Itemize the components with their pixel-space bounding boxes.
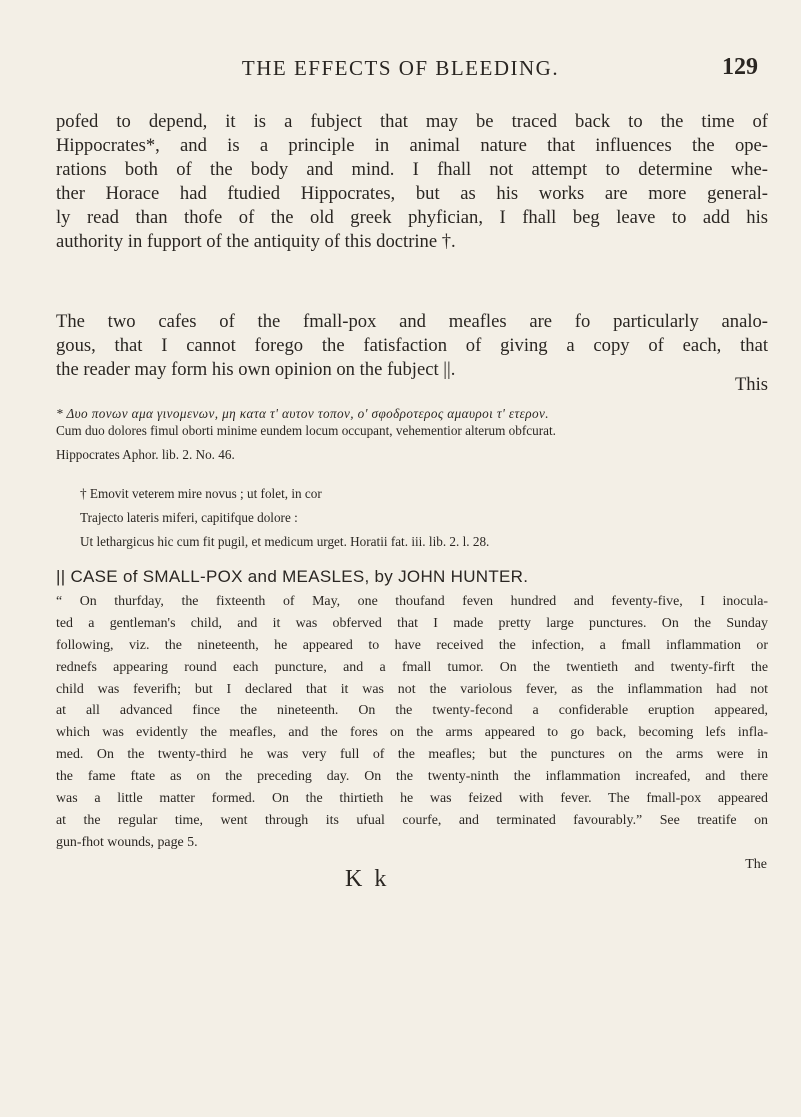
text-line: ly read than thofe of the old greek phyfician, I fhall beg leave to add his (56, 207, 768, 228)
text-line: rations both of the body and mind. I fhall not attempt to determine whe- (56, 159, 768, 180)
case-line: which was evidently the meafles, and the fores on the arms appeared to go back, becoming lefs infla- (56, 725, 768, 741)
verse-line: Ut lethargicus hic cum fit pugil, et medicum urget. Horatii fat. iii. lib. 2. l. 28. (80, 534, 490, 549)
text-line: Hippocrates*, and is a principle in animal nature that influences the ope- (56, 135, 768, 156)
latin-translation: Cum duo dolores fimul oborti minime eundem locum occupant, vehementior alterum obfcurat. (56, 423, 556, 438)
catchword-top: This (734, 374, 768, 395)
case-line: at all advanced fince the nineteenth. On the twenty-fecond a confiderable eruption appeared, (56, 703, 768, 719)
case-line: med. On the twenty-third he was very full of the meafles; but the punctures on the arms were in (56, 747, 768, 763)
case-line: “ On thurfday, the fixteenth of May, one thoufand feven hundred and feventy-five, I inocula- (56, 594, 768, 609)
page-header (0, 52, 801, 92)
catchword-bottom: The (745, 857, 767, 872)
page-number: 129 (722, 54, 758, 80)
case-line: following, viz. the nineteenth, he appeared to have received the infection, a fmall inflammation or (56, 637, 768, 653)
text-line: authority in fupport of the antiquity of this doctrine †. (56, 231, 456, 252)
footnote-horace (80, 485, 770, 557)
case-report (56, 591, 768, 854)
text-line: the reader may form his own opinion on the fubject ||. (56, 359, 456, 380)
case-line: was a little matter formed. On the thirtieth he was feized with fever. The fmall-pox appeared (56, 791, 768, 807)
case-heading: || CASE of SMALL-POX and MEASLES, by JOHN HUNTER. (56, 567, 529, 586)
paragraph-two-cases (56, 310, 768, 382)
case-line: the fame ftate as on the preceding day. On the twenty-ninth the inflammation increafed, and there (56, 769, 768, 785)
paragraph-hippocrates (56, 110, 768, 254)
running-head: THE EFFECTS OF BLEEDING. (241, 56, 560, 80)
verse-line: Trajecto lateris miferi, capitifque dolore : (80, 510, 298, 525)
text-line: pofed to depend, it is a fubject that may be traced back to the time of (56, 111, 768, 132)
text-line: gous, that I cannot forego the fatisfaction of giving a copy of each, that (56, 335, 768, 356)
signature-mark: K k (345, 866, 390, 892)
text-line: The two cafes of the fmall-pox and meafles are fo particularly analo- (56, 311, 768, 332)
greek-quotation: * Δυο πονων αμα γινομενων, μη κατα τ' αυτον τοπον, ο' σφοδροτερος αμαυροι τ' ετερον. (56, 406, 549, 421)
case-line: gun-fhot wounds, page 5. (56, 834, 198, 850)
case-line: ted a gentleman's child, and it was obferved that I made pretty large punctures. On the Sunday (56, 615, 768, 631)
case-line: child was feverifh; but I declared that it was not the variolous fever, as the inflammation had not (56, 681, 768, 697)
case-line: at the regular time, went through its ufual courfe, and terminated favourably.” See treatife on (56, 812, 768, 828)
verse-line: † Emovit veterem mire novus ; ut folet, in cor (80, 486, 322, 501)
aphorism-citation: Hippocrates Aphor. lib. 2. No. 46. (56, 447, 235, 462)
case-line: rednefs appearing round each puncture, and a fmall tumor. On the twentieth and twenty-firft the (56, 659, 768, 675)
footnote-latin (56, 422, 774, 470)
text-line: ther Horace had ftudied Hippocrates, but as his works are more general- (56, 183, 768, 204)
